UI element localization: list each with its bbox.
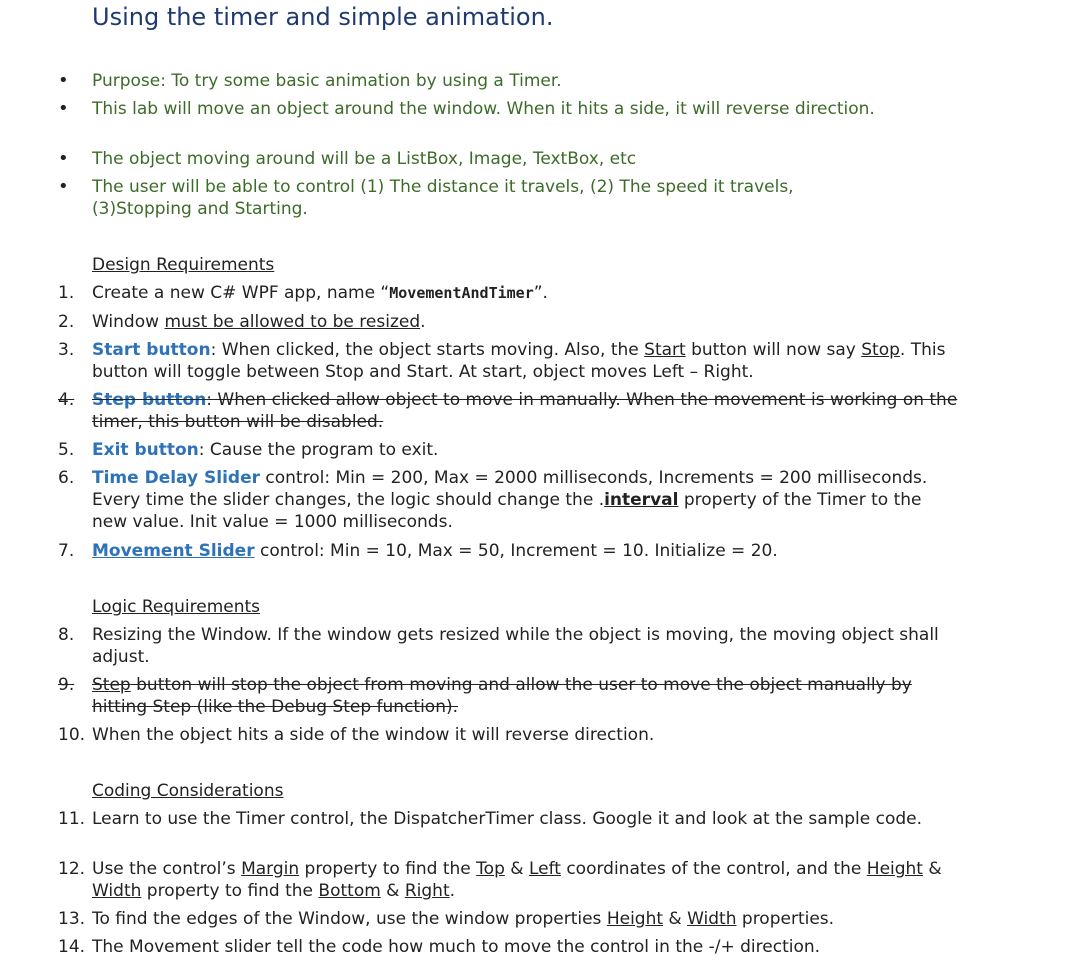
bullet-item: This lab will move an object around the window. When it hits a side, it will reverse direction. bbox=[92, 99, 875, 119]
item-number: 1. bbox=[58, 283, 75, 303]
item-number: 14. bbox=[58, 937, 86, 957]
list-item: The Movement slider tell the code how much to move the control in the -/+ direction. bbox=[92, 937, 821, 957]
item-number: 11. bbox=[58, 809, 86, 829]
item-number: 2. bbox=[58, 312, 75, 332]
bullet-marker: • bbox=[58, 148, 69, 169]
list-item: Learn to use the Timer control, the DispatcherTimer class. Google it and look at the sample code. bbox=[92, 809, 923, 829]
bullet-marker: • bbox=[58, 176, 69, 197]
section-heading-design: Design Requirements bbox=[92, 255, 275, 275]
item-number: 12. bbox=[58, 859, 86, 879]
item-number: 7. bbox=[58, 541, 75, 561]
list-item: Window must be allowed to be resized. bbox=[92, 312, 426, 332]
section-heading-logic: Logic Requirements bbox=[92, 597, 261, 617]
bullet-item: The user will be able to control (1) The distance it travels, (2) The speed it travels, (3)Stopping and Starting. bbox=[92, 177, 794, 219]
bullet-marker: • bbox=[58, 98, 69, 119]
item-number: 10. bbox=[58, 725, 86, 745]
bullet-item: The object moving around will be a ListBox, Image, TextBox, etc bbox=[92, 149, 637, 169]
item-number: 9. bbox=[58, 675, 75, 695]
list-item: Movement Slider control: Min = 10, Max = 50, Increment = 10. Initialize = 20. bbox=[92, 541, 778, 561]
list-item: Step button will stop the object from moving and allow the user to move the object manually by hitting Step (like the Debug Step function). bbox=[92, 675, 912, 717]
bullet-marker: • bbox=[58, 70, 69, 91]
item-number: 3. bbox=[58, 340, 75, 360]
item-number: 6. bbox=[58, 468, 75, 488]
item-number: 13. bbox=[58, 909, 86, 929]
list-item: Step button: When clicked allow object to move in manually. When the movement is working on the timer, this button will be disabled. bbox=[92, 390, 958, 432]
item-number: 5. bbox=[58, 440, 75, 460]
item-number: 4. bbox=[58, 390, 75, 410]
section-heading-coding: Coding Considerations bbox=[92, 781, 284, 801]
list-item: To find the edges of the Window, use the window properties Height & Width properties. bbox=[92, 909, 835, 929]
bullet-item: Purpose: To try some basic animation by using a Timer. bbox=[92, 71, 562, 91]
list-item: Create a new C# WPF app, name “MovementAndTimer”. bbox=[92, 283, 548, 303]
list-item: Use the control’s Margin property to find the Top & Left coordinates of the control, and the Height & Width property to find the Bottom & Right. bbox=[92, 859, 942, 901]
list-item: Exit button: Cause the program to exit. bbox=[92, 440, 439, 460]
list-item: When the object hits a side of the window it will reverse direction. bbox=[92, 725, 655, 745]
page-title: Using the timer and simple animation. bbox=[92, 3, 554, 31]
list-item: Start button: When clicked, the object starts moving. Also, the Start button will now say Stop. This button will toggle between Stop and Start. At start, object moves Left – Right. bbox=[92, 340, 946, 382]
list-item: Time Delay Slider control: Min = 200, Max = 2000 milliseconds, Increments = 200 milliseconds. Every time the slider changes, the logic should change the .interval property of the Timer to the new value. Init value = 1000 milliseconds. bbox=[92, 468, 928, 532]
item-number: 8. bbox=[58, 625, 75, 645]
list-item: Resizing the Window. If the window gets resized while the object is moving, the moving object shall adjust. bbox=[92, 625, 939, 667]
